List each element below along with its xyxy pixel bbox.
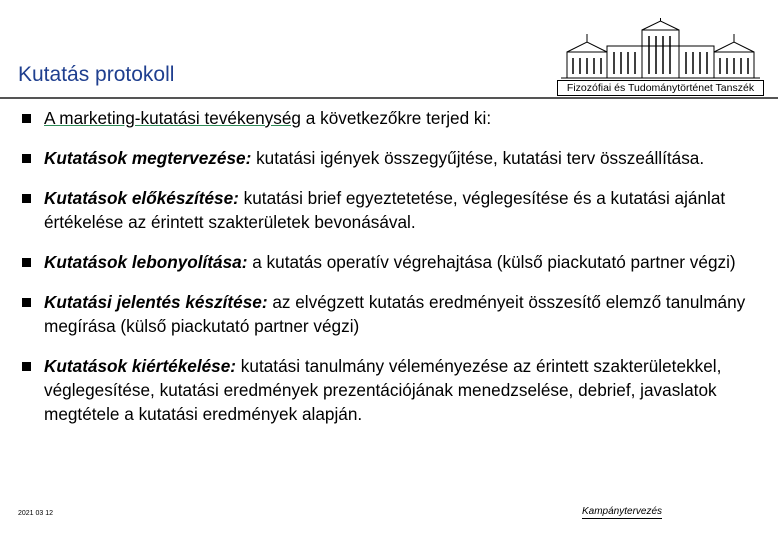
list-item	[22, 250, 762, 274]
footer-course-title: Kampánytervezés	[582, 506, 663, 517]
item-text: kutatási igények összegyűjtése, kutatási terv összeállítása.	[251, 148, 705, 168]
bullet-icon	[22, 258, 31, 267]
bullet-icon	[22, 362, 31, 371]
bullet-icon	[22, 154, 31, 163]
intro-text: a következőkre terjed ki:	[301, 108, 492, 128]
bullet-icon	[22, 298, 31, 307]
slide-title: Kutatás protokoll	[18, 63, 175, 86]
item-text: a kutatás operatív végrehajtása (külső piackutató partner végzi)	[247, 252, 736, 272]
item-lead: Kutatások előkészítése:	[44, 188, 239, 208]
item-text: az elvégzett kutatás eredményeit összesítő elemző tanulmány megírása (külső piackutató partner végzi)	[44, 292, 746, 336]
item-text: kutatási brief egyeztetetése, véglegesítése és a kutatási ajánlat értékelése az érintett szakterületek bevonásával.	[44, 188, 726, 232]
intro-item	[22, 106, 762, 130]
list-item	[22, 290, 762, 338]
item-lead: Kutatások megtervezése:	[44, 148, 252, 168]
department-logo	[557, 18, 764, 96]
list-item	[22, 146, 762, 170]
building-icon	[557, 18, 764, 82]
list-item	[22, 186, 762, 234]
bullet-icon	[22, 194, 31, 203]
bullet-list	[22, 106, 762, 442]
logo-caption: Fizozófiai és Tudománytörténet Tanszék	[557, 80, 764, 96]
item-text: kutatási tanulmány véleményezése az érintett szakterületekkel, véglegesítése, kutatási eredmények prezentációjának menedzselése, debrief, javaslatok megtétele a kutatási eredmények alapján.	[44, 356, 722, 424]
item-lead: Kutatások kiértékelése:	[44, 356, 237, 376]
item-lead: Kutatások lebonyolítása:	[44, 252, 248, 272]
list-item	[22, 354, 762, 426]
title-divider	[0, 97, 778, 99]
bullet-icon	[22, 114, 31, 123]
item-lead: Kutatási jelentés készítése:	[44, 292, 268, 312]
footer-date: 2021 03 12	[18, 510, 54, 517]
intro-underlined-text: A marketing-kutatási tevékenység	[44, 108, 301, 128]
